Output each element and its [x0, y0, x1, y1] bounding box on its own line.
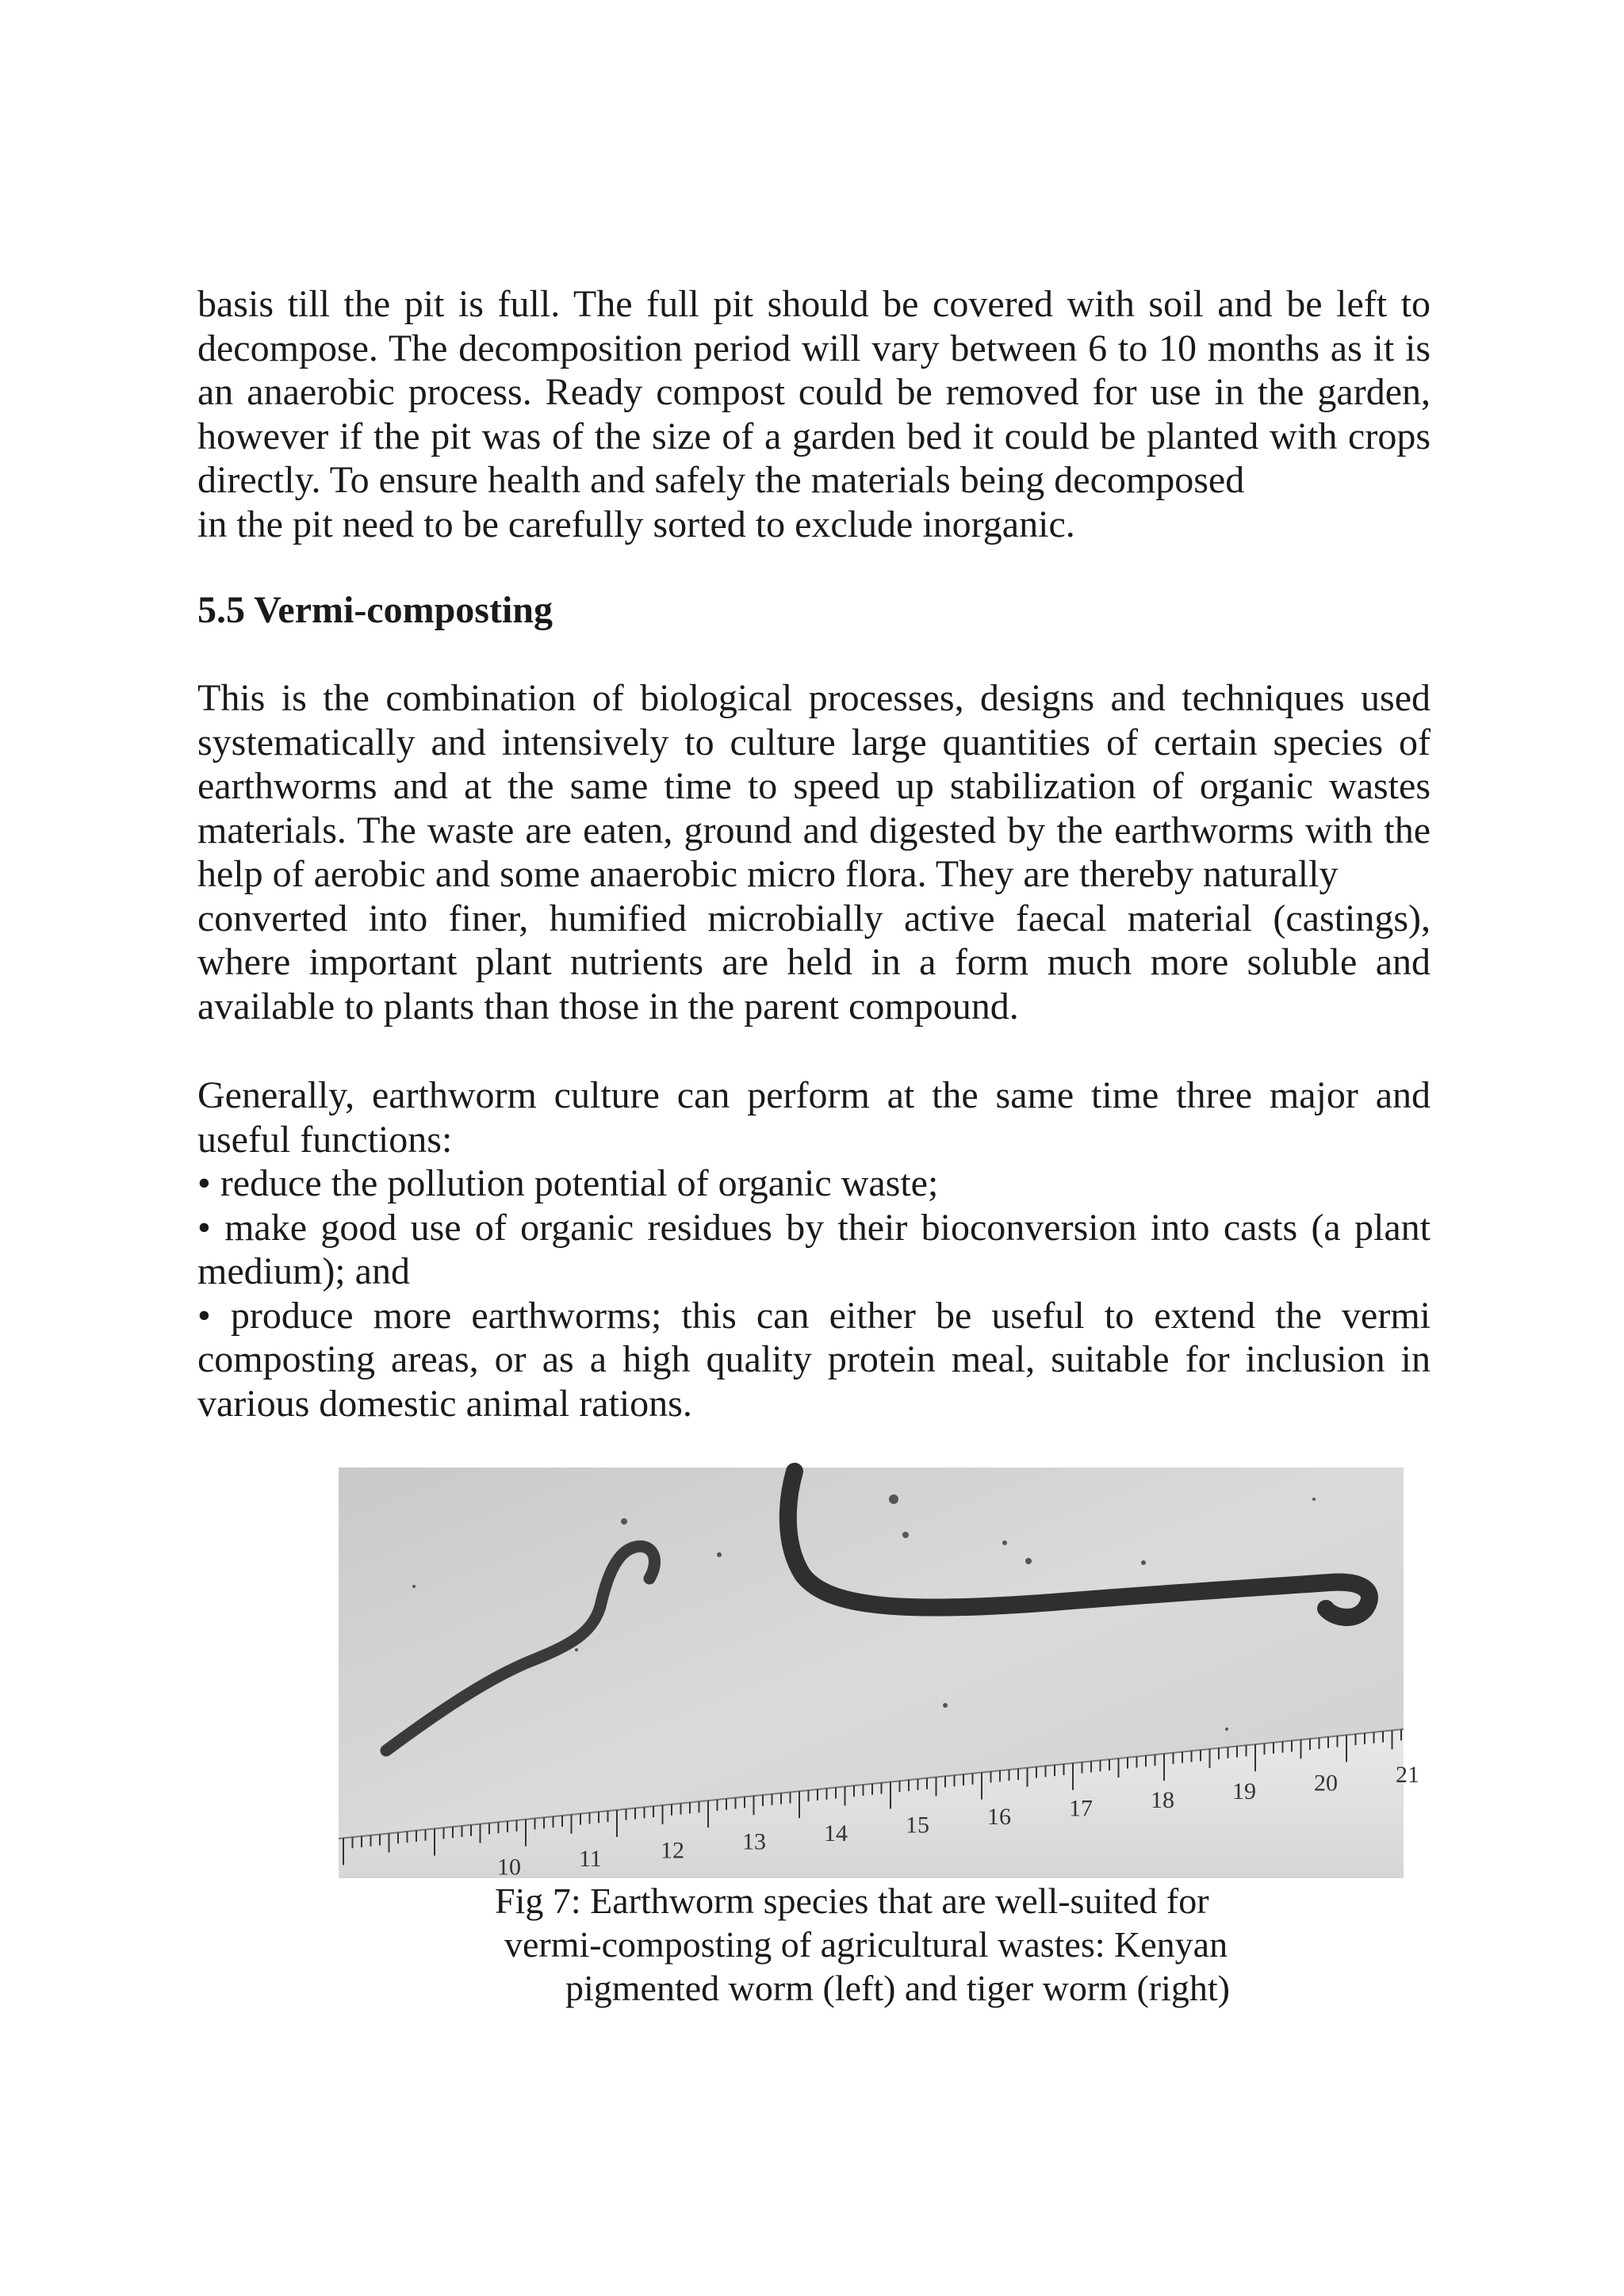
text-line: materials. The waste are eaten, ground and digested by the earthworms with the: [197, 809, 1431, 851]
ruler-number: 11: [579, 1845, 602, 1872]
ruler-number: 17: [1069, 1795, 1093, 1822]
text-line: in the pit need to be carefully sorted to exclude inorganic.: [197, 503, 1075, 545]
text-line: This is the combination of biological processes, designs and techniques used: [197, 677, 1431, 719]
paragraph-pit-composting: [197, 282, 1431, 546]
text-line: available to plants than those in the parent compound.: [197, 985, 1019, 1027]
bullet-item: • make good use of organic residues by their bioconversion into casts (a plant: [197, 1206, 1431, 1249]
text-line: an anaerobic process. Ready compost could be removed for use in the garden,: [197, 371, 1431, 413]
ruler-number: 20: [1314, 1770, 1338, 1797]
text-line: basis till the pit is full. The full pit should be covered with soil and be left to: [197, 283, 1431, 325]
ruler-number: 12: [661, 1837, 684, 1864]
section-heading: 5.5 Vermi-composting: [197, 589, 553, 631]
ruler-number: 10: [497, 1854, 521, 1881]
bullet-item: • reduce the pollution potential of organic waste;: [197, 1162, 939, 1204]
text-line: Generally, earthworm culture can perform at the same time three major and: [197, 1074, 1431, 1116]
paragraph-functions-list: [197, 1073, 1431, 1425]
text-line: medium); and: [197, 1250, 410, 1292]
figure-caption-line: Fig 7: Earthworm species that are well-suited for: [495, 1881, 1209, 1921]
ruler-number: 21: [1396, 1762, 1419, 1789]
text-line: useful functions:: [197, 1118, 453, 1161]
ruler-number: 19: [1232, 1778, 1256, 1805]
text-line: directly. To ensure health and safely the materials being decomposed: [197, 459, 1245, 501]
text-line: decompose. The decomposition period will vary between 6 to 10 months as it is: [197, 327, 1431, 369]
text-line: various domestic animal rations.: [197, 1382, 692, 1425]
text-line: however if the pit was of the size of a garden bed it could be planted with crops: [197, 415, 1431, 457]
figure-caption-line: vermi-composting of agricultural wastes: Kenyan: [504, 1924, 1228, 1965]
text-line: systematically and intensively to culture large quantities of certain species of: [197, 721, 1431, 763]
text-line: converted into finer, humified microbially active faecal material (castings),: [197, 897, 1431, 939]
ruler-number: 16: [987, 1803, 1011, 1830]
ruler-number: 18: [1151, 1786, 1174, 1813]
text-line: where important plant nutrients are held in a form much more soluble and: [197, 941, 1431, 983]
ruler-number: 13: [742, 1828, 766, 1855]
earthworm-photo: [339, 1468, 1419, 1881]
figure-caption-line: pigmented worm (left) and tiger worm (right): [565, 1968, 1230, 2008]
ruler-number: 15: [906, 1812, 929, 1839]
ruler-number: 14: [824, 1820, 848, 1847]
text-line: composting areas, or as a high quality protein meal, suitable for inclusion in: [197, 1338, 1431, 1380]
paragraph-vermi-definition: [197, 676, 1431, 1028]
text-line: help of aerobic and some anaerobic micro flora. They are thereby naturally: [197, 853, 1339, 895]
text-line: earthworms and at the same time to speed up stabilization of organic wastes: [197, 765, 1431, 807]
bullet-item: • produce more earthworms; this can either be useful to extend the vermi: [197, 1294, 1431, 1337]
